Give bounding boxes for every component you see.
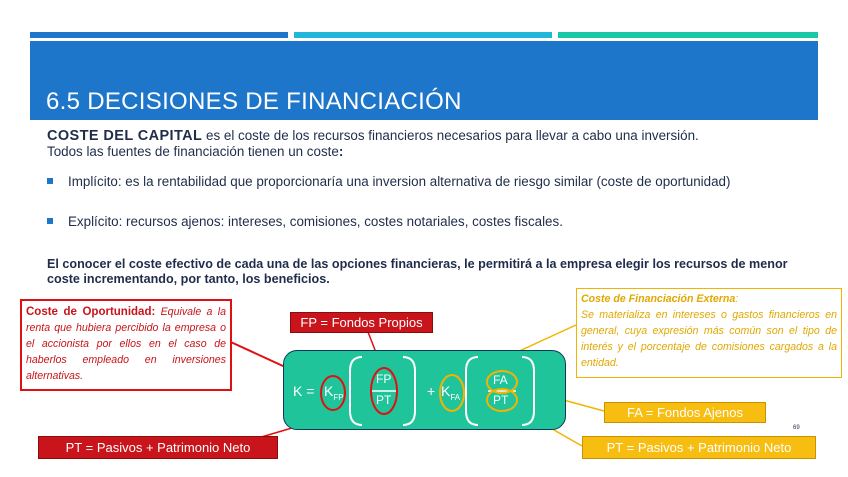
formula-k-eq-text: K = bbox=[293, 383, 315, 399]
formula-fa: FA bbox=[493, 373, 508, 387]
formula-sub-fa: FA bbox=[450, 392, 461, 402]
formula-kfp bbox=[324, 383, 344, 402]
note-body: Equivale a la renta que hubiera percibido la empresa o el accionista por ellos en el caso de haberlos empleado en inversiones alternativas. bbox=[26, 306, 226, 382]
intro-rest: es el coste de los recursos financieros necesarios para llevar a cabo una inversión. bbox=[202, 128, 699, 143]
fp-label: FP = Fondos Propios bbox=[290, 312, 433, 333]
intro-colon: : bbox=[338, 144, 344, 159]
bracket-right-1 bbox=[403, 357, 415, 425]
note-heading: Coste de Financiación Externa bbox=[581, 293, 736, 305]
formula-k: K bbox=[441, 383, 451, 399]
formula-box bbox=[283, 350, 566, 430]
intro-lead: COSTE DEL CAPITAL bbox=[47, 128, 203, 144]
opportunity-cost-note bbox=[20, 299, 232, 391]
formula-k-equals bbox=[293, 383, 314, 399]
slide-title: 6.5 DECISIONES DE FINANCIACIÓN bbox=[46, 88, 462, 115]
fa-label: FA = Fondos Ajenos bbox=[604, 402, 766, 423]
formula-plus: + bbox=[427, 383, 436, 399]
note-body: Se materializa en intereses o gastos financieros en general, cuya expresión más común son el tipo de interés y el porcentaje de comisiones cargados a la entidad. bbox=[581, 309, 837, 369]
formula-pt1: PT bbox=[376, 393, 392, 407]
pt-label-red: PT = Pasivos + Patrimonio Neto bbox=[38, 436, 278, 459]
formula-fp: FP bbox=[376, 372, 392, 386]
paragraph: El conocer el coste efectivo de cada una de las opciones financieras, le permitirá a la empresa elegir los recursos de menor coste incrementando, por tanto, los beneficios. bbox=[47, 257, 788, 286]
external-financing-note bbox=[576, 288, 842, 378]
bullet-text: Explícito: recursos ajenos: intereses, comisiones, costes notariales, costes fiscales. bbox=[68, 214, 563, 229]
bracket-left-1 bbox=[350, 357, 362, 425]
pt-label-yellow: PT = Pasivos + Patrimonio Neto bbox=[582, 436, 816, 459]
note-colon: : bbox=[735, 293, 739, 305]
bullet-text: Implícito: es la rentabilidad que proporcionaría una inversion alternativa de riesgo similar (coste de oportunidad) bbox=[68, 174, 731, 189]
page-number: 69 bbox=[793, 425, 800, 431]
note-heading: Coste de Oportunidad: bbox=[26, 306, 156, 318]
bracket-right-2 bbox=[522, 357, 534, 425]
formula-k: K bbox=[324, 383, 334, 399]
formula-kfa bbox=[441, 383, 460, 402]
formula-sub-fp: FP bbox=[333, 392, 344, 402]
intro-line2: Todos las fuentes de financiación tienen un coste bbox=[47, 144, 339, 159]
formula-pt2: PT bbox=[493, 393, 509, 407]
bracket-left-2 bbox=[466, 357, 478, 425]
